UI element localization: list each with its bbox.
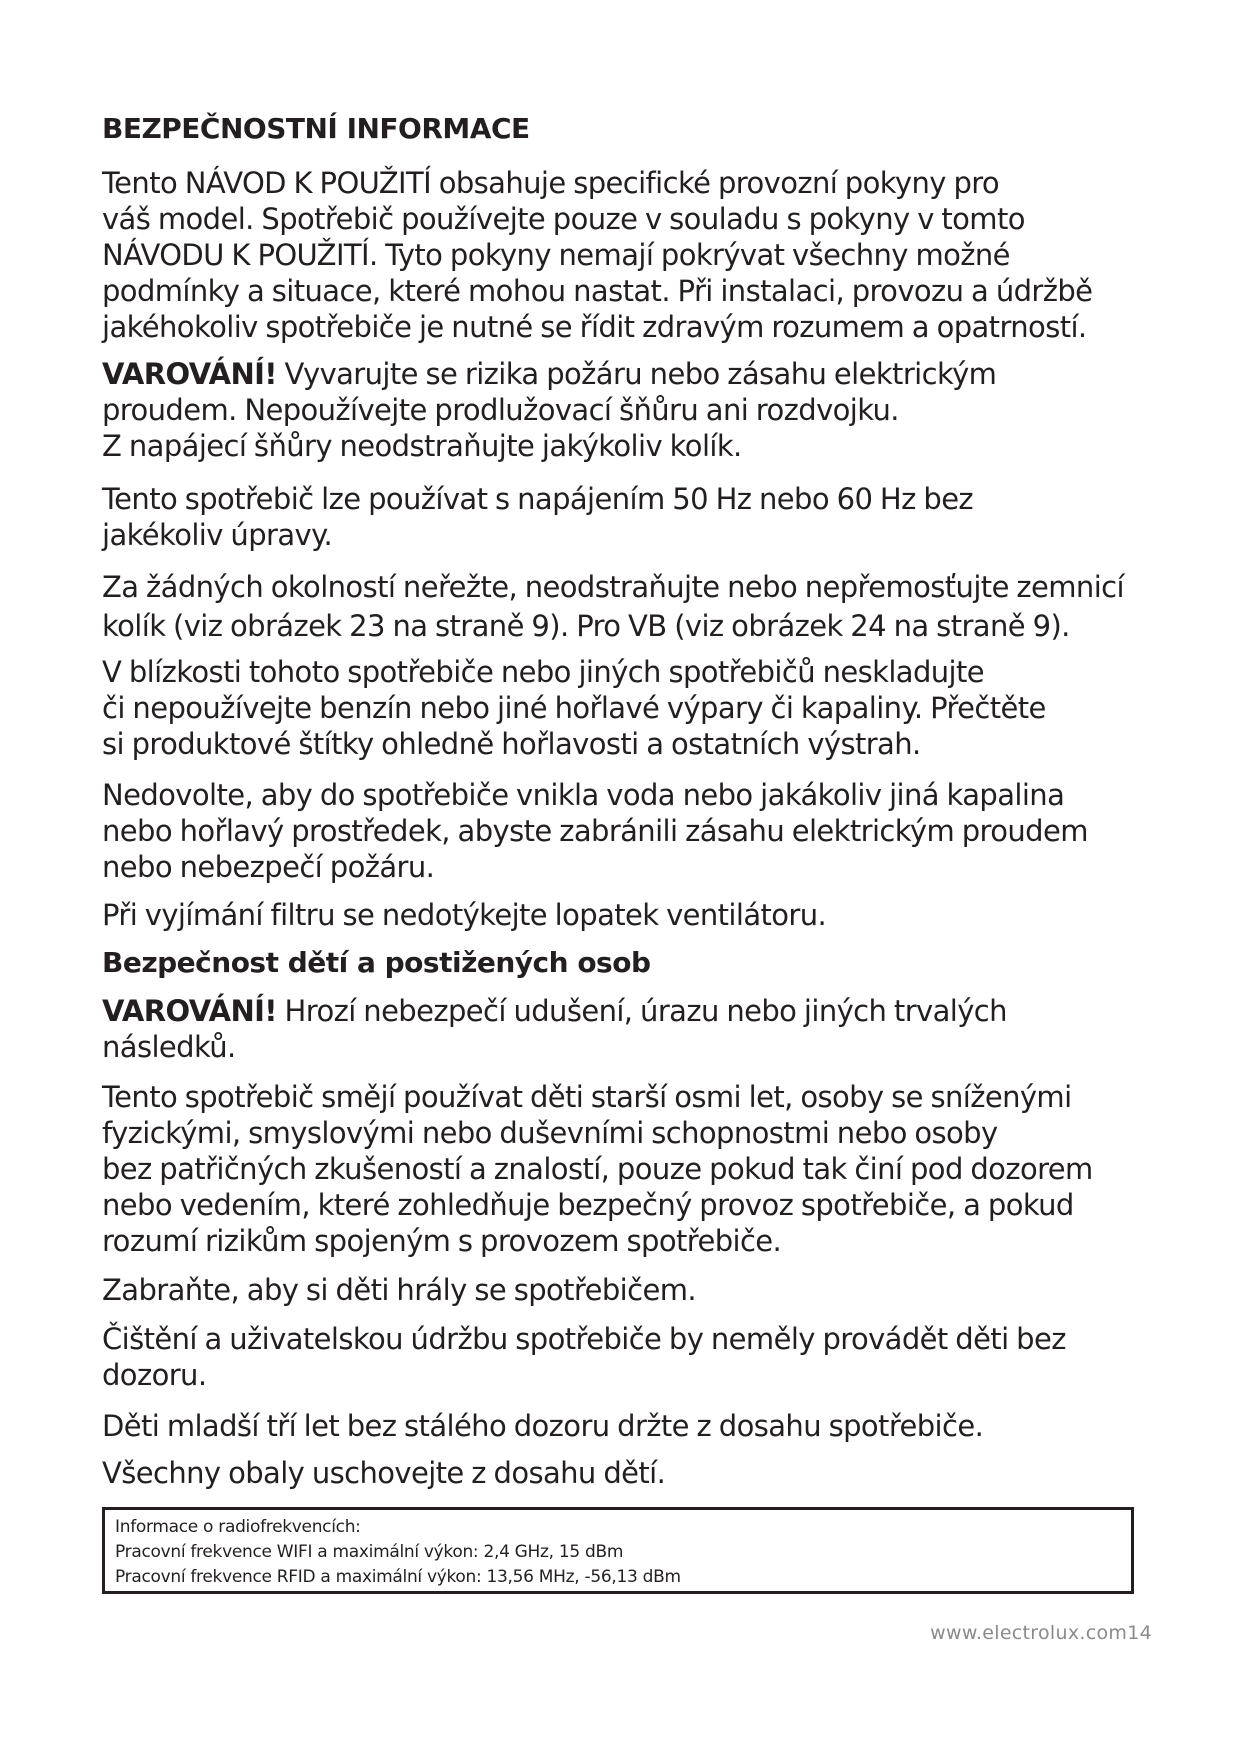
text-line: Nedovolte, aby do spotřebiče vnikla voda nebo jakákoliv jiná kapalina [102,778,1065,812]
text-line: Děti mladší tří let bez stálého dozoru držte z dosahu spotřebiče. [102,1409,984,1443]
text-line: Tento NÁVOD K POUŽITÍ obsahuje specifické provozní pokyny pro [102,166,1000,200]
radio-frequency-info-box [102,1507,1134,1594]
text-line: Čištění a uživatelskou údržbu spotřebiče by neměly provádět děti bez [102,1322,1066,1356]
text-line: Zabraňte, aby si děti hrály se spotřebičem. [102,1273,696,1307]
water-paragraph [102,777,1152,885]
text-line: proudem. Nepoužívejte prodlužovací šňůru ani rozdvojku. [102,393,899,427]
packaging-paragraph [102,1455,1152,1491]
rf-title: Informace o radiofrekvencích: [115,1517,361,1537]
child-safety-heading: Bezpečnost dětí a postižených osob [102,946,651,979]
text-line: podmínky a situace, které mohou nastat. Při instalaci, provozu a údržbě [102,274,1093,308]
filter-paragraph [102,897,1152,933]
text-line: nebo nebezpečí požáru. [102,850,435,884]
rf-wifi-line: Pracovní frekvence WIFI a maximální výkon: 2,4 GHz, 15 dBm [115,1542,624,1562]
text-line: Tento spotřebič smějí používat děti starší osmi let, osoby se sníženými [102,1080,1072,1114]
warning-electric-paragraph [102,356,1152,464]
warning-text: Hrozí nebezpečí udušení, úrazu nebo jiných trvalých [276,994,1007,1028]
page-footer: www.electrolux.com14 [930,1622,1152,1644]
text-line: jakékoliv úpravy. [102,518,333,552]
no-play-paragraph [102,1272,1152,1308]
warning-label: VAROVÁNÍ! [102,994,277,1028]
children-usage-paragraph [102,1079,1152,1259]
rf-rfid-line: Pracovní frekvence RFID a maximální výkon: 13,56 MHz, -56,13 dBm [115,1567,681,1587]
text-line: či nepoužívejte benzín nebo jiné hořlavé výpary či kapaliny. Přečtěte [102,691,1046,725]
under-three-paragraph [102,1408,1152,1444]
warning-label: VAROVÁNÍ! [102,357,277,391]
text-line: následků. [102,1030,236,1064]
text-line: NÁVODU K POUŽITÍ. Tyto pokyny nemají pokrývat všechny možné [102,238,1010,272]
text-line: Z napájecí šňůry neodstraňujte jakýkoliv kolík. [102,429,742,463]
text-line: Všechny obaly uschovejte z dosahu dětí. [102,1456,666,1490]
frequency-paragraph [102,481,1152,553]
text-line: dozoru. [102,1358,207,1392]
text-line: bez patřičných zkušeností a znalostí, pouze pokud tak činí pod dozorem [102,1152,1093,1186]
text-line [102,356,1152,392]
warning-suffocation-paragraph [102,993,1152,1065]
text-line: jakéhokoliv spotřebiče je nutné se řídit zdravým rozumem a opatrností. [102,310,1087,344]
flammable-paragraph [102,654,1152,762]
text-line: Tento spotřebič lze používat s napájením 50 Hz nebo 60 Hz bez [102,482,974,516]
text-line: Za žádných okolností neřežte, neodstraňujte nebo nepřemosťujte zemnicí [102,570,1124,604]
text-line: Při vyjímání filtru se nedotýkejte lopatek ventilátoru. [102,898,827,932]
text-line: si produktové štítky ohledně hořlavosti a ostatních výstrah. [102,727,921,761]
text-line: kolík (viz obrázek 23 na straně 9). Pro VB (viz obrázek 24 na straně 9). [102,609,1070,643]
section-heading: BEZPEČNOSTNÍ INFORMACE [102,112,530,145]
warning-text: Vyvarujte se rizika požáru nebo zásahu elektrickým [276,357,997,391]
cleaning-paragraph [102,1321,1152,1393]
text-line: fyzickými, smyslovými nebo duševními schopnostmi nebo osoby [102,1116,998,1150]
text-line: nebo hořlavý prostředek, abyste zabránili zásahu elektrickým proudem [102,814,1088,848]
text-line [102,993,1152,1029]
text-line: V blízkosti tohoto spotřebiče nebo jiných spotřebičů neskladujte [102,655,985,689]
manual-page [102,0,1152,1754]
ground-pin-paragraph [102,569,1152,644]
text-line: váš model. Spotřebič používejte pouze v souladu s pokyny v tomto [102,202,1025,236]
text-line: rozumí rizikům spojeným s provozem spotřebiče. [102,1224,782,1258]
text-line: nebo vedením, které zohledňuje bezpečný provoz spotřebiče, a pokud [102,1188,1074,1222]
intro-paragraph [102,165,1152,345]
